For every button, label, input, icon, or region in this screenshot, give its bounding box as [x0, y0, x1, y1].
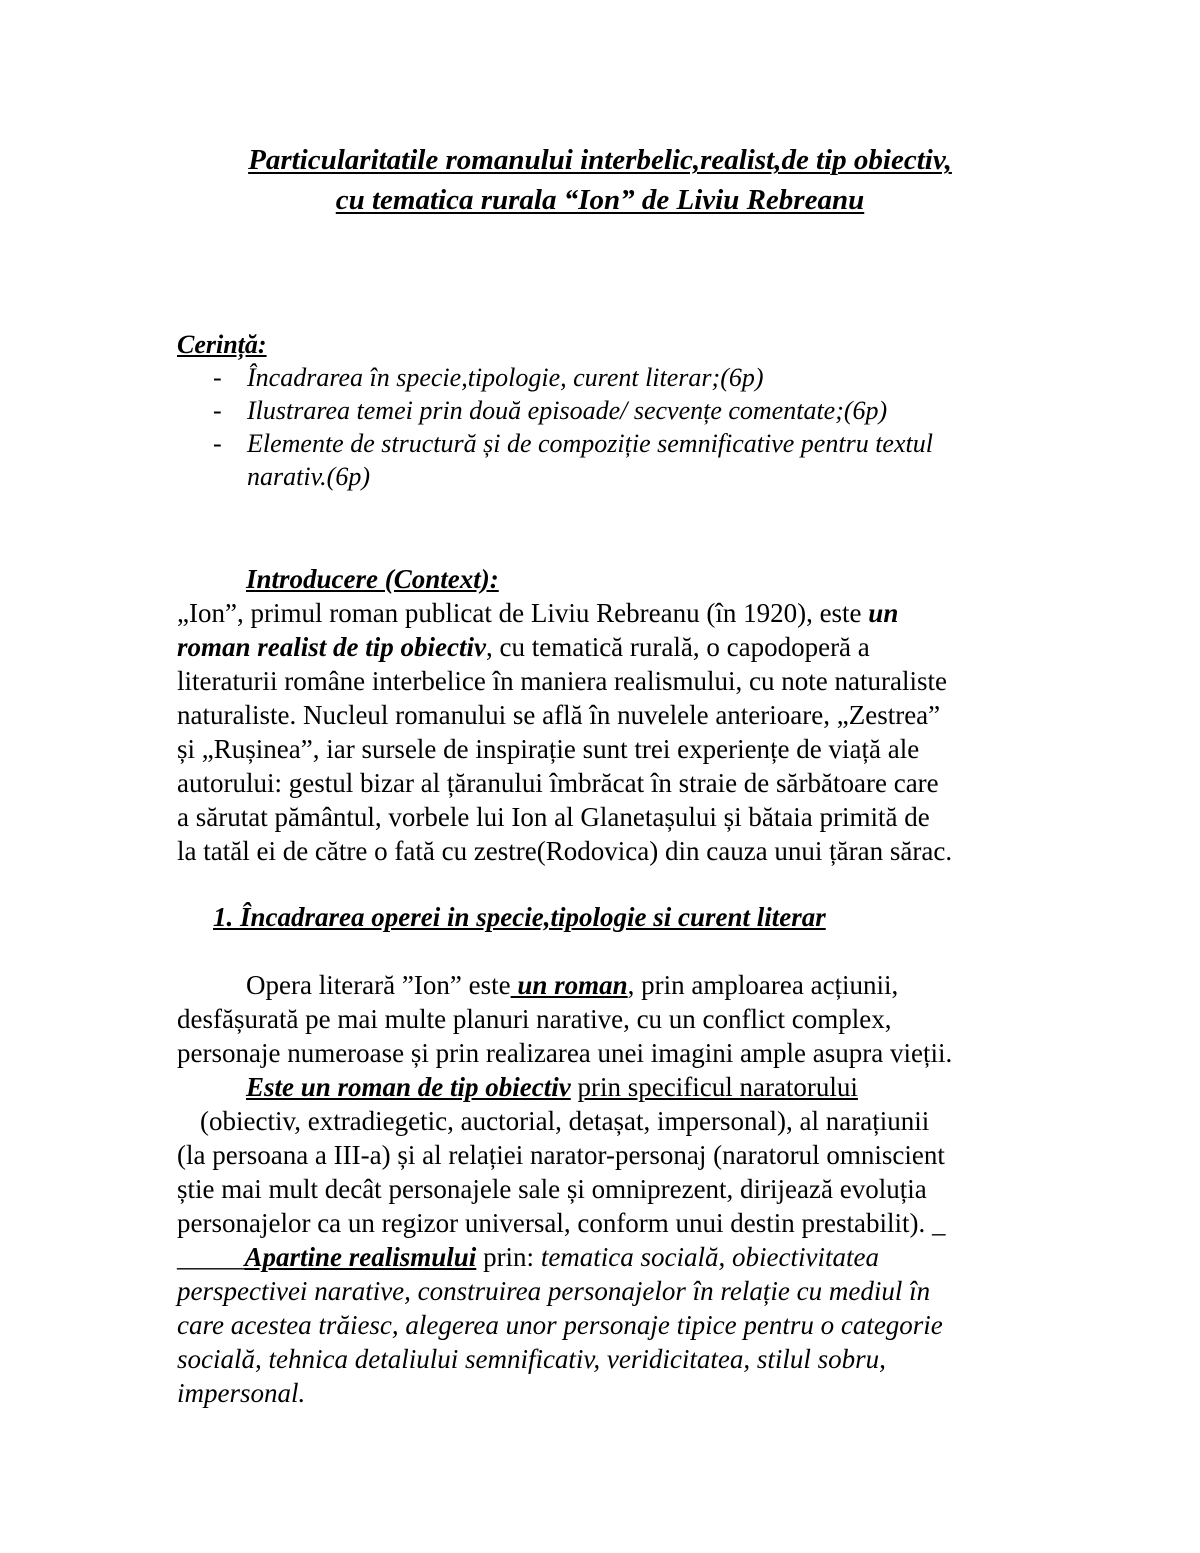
- section-1-paragraph-2: [177, 1070, 946, 1240]
- intro-line: autorului: gestul bizar al țăranului îmbrăcat în straie de sărbătoare care: [177, 768, 939, 798]
- title-line-2: cu tematica rurala “Ion” de Liviu Rebreanu: [335, 184, 865, 216]
- section-line: (obiectiv, extradiegetic, auctorial, detașat, impersonal), al narațiunii: [200, 1106, 930, 1136]
- page-title: [150, 140, 1050, 220]
- section-line: [177, 968, 952, 1002]
- section-text: Opera literară ”Ion” este: [246, 970, 511, 1000]
- section-line: perspectivei narative, construirea personajelor în relație cu mediul în: [177, 1276, 931, 1306]
- section-text: , prin amploarea acțiunii,: [627, 970, 899, 1000]
- section-emphasis: un roman: [510, 970, 628, 1000]
- section-line: știe mai mult decât personajele sale și omniprezent, dirijează evoluția: [177, 1174, 927, 1204]
- intro-line: la tatăl ei de către o fată cu zestre(Rodovica) din cauza unui țăran sărac.: [177, 836, 953, 866]
- section-1-paragraph-1: [177, 968, 952, 1070]
- section-line: [177, 1070, 946, 1104]
- requirement-item: - Încadrarea în specie,tipologie, curent literar;(6p): [177, 361, 1037, 394]
- section-line: care acestea trăiesc, alegerea unor personaje tipice pentru o categorie: [177, 1310, 943, 1340]
- section-emphasis: Apartine realismului: [244, 1242, 477, 1272]
- section-line: [177, 1240, 943, 1274]
- section-text: _: [925, 1208, 946, 1238]
- section-line: [177, 1206, 946, 1240]
- section-underlined: prin specificul naratorului: [577, 1072, 858, 1102]
- section-text: [571, 1072, 578, 1102]
- section-line: (la persoana a III-a) și al relației narator-personaj (naratorul omniscient: [177, 1140, 945, 1170]
- requirement-item: - Elemente de structură și de compoziție semnificative pentru textul narativ.(6p): [177, 427, 1007, 493]
- intro-text: , cu tematică rurală, o capodoperă a: [485, 632, 870, 662]
- intro-line: literaturii române interbelice în maniera realismului, cu note naturaliste: [177, 666, 947, 696]
- section-line: personaje numeroase și prin realizarea unei imagini ample asupra vieții.: [177, 1038, 953, 1068]
- requirements-block: [177, 328, 1037, 493]
- intro-line: [177, 596, 952, 630]
- intro-emphasis: roman realist de tip obiectiv: [177, 632, 486, 662]
- section-text: _____: [177, 1242, 245, 1272]
- section-italic: tematica socială, obiectivitatea: [540, 1242, 879, 1272]
- section-1-paragraph-3: [177, 1240, 943, 1410]
- requirement-item: - Ilustrarea temei prin două episoade/ secvențe comentate;(6p): [177, 394, 1037, 427]
- intro-line: naturaliste. Nucleul romanului se află în nuvelele anterioare, „Zestrea”: [177, 700, 941, 730]
- title-line-1: Particularitatile romanului interbelic,realist,de tip obiectiv,: [248, 144, 952, 176]
- introduction-heading: Introducere (Context):: [246, 564, 499, 594]
- section-text: prin:: [476, 1242, 541, 1272]
- intro-line: a sărutat pământul, vorbele lui Ion al Glanetașului și bătaia primită de: [177, 802, 930, 832]
- section-text: personajelor ca un regizor universal, conform unui destin prestabilit).: [177, 1208, 926, 1238]
- section-1-heading: 1. Încadrarea operei in specie,tipologie si curent literar: [213, 902, 826, 932]
- intro-line: și „Rușinea”, iar sursele de inspirație sunt trei experiențe de viață ale: [177, 734, 920, 764]
- requirements-list: [177, 361, 1037, 493]
- section-line: socială, tehnica detaliului semnificativ, veridicitatea, stilul sobru,: [177, 1344, 886, 1374]
- intro-text: „Ion”, primul roman publicat de Liviu Rebreanu (în 1920), este: [177, 598, 869, 628]
- intro-emphasis: un: [868, 598, 899, 628]
- intro-line: [177, 630, 952, 664]
- section-line: desfășurată pe mai multe planuri narative, cu un conflict complex,: [177, 1004, 892, 1034]
- section-emphasis: Este un roman de tip obiectiv: [246, 1072, 571, 1102]
- introduction-paragraph: [177, 596, 952, 868]
- requirements-heading: Cerință:: [177, 330, 267, 359]
- section-line: impersonal.: [177, 1378, 306, 1408]
